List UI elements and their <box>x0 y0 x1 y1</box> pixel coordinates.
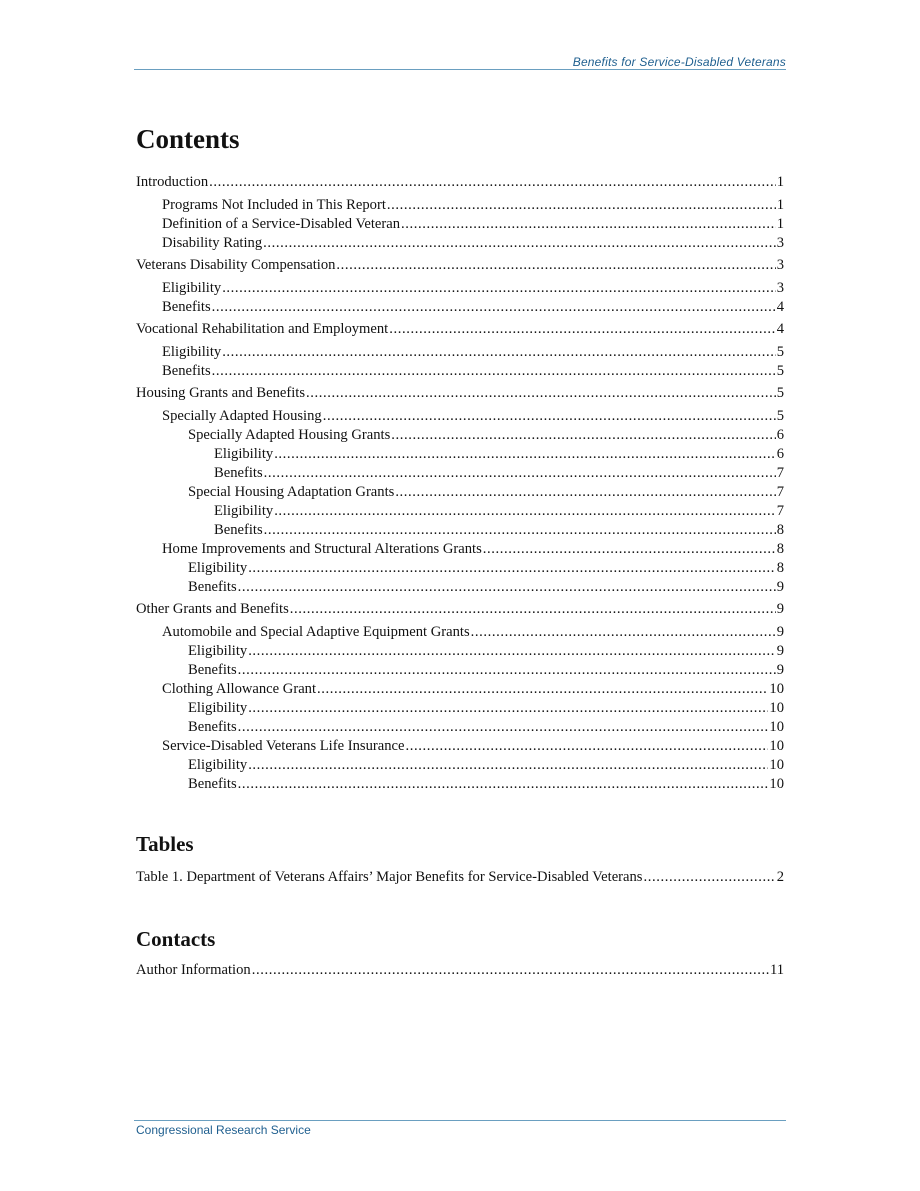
toc-entry[interactable]: Author Information ..... 11 <box>136 961 784 980</box>
toc-entry[interactable]: Benefits ..... 10 <box>136 718 784 737</box>
toc-entry[interactable]: Eligibility ..... 5 <box>136 343 784 362</box>
toc-entry[interactable]: Eligibility ..... 8 <box>136 559 784 578</box>
toc-entry[interactable]: Specially Adapted Housing Grants ..... 6 <box>136 426 784 445</box>
toc-entry[interactable]: Benefits ..... 10 <box>136 775 784 794</box>
toc-entry[interactable]: Other Grants and Benefits ..... 9 <box>136 600 784 619</box>
toc-entry[interactable]: Veterans Disability Compensation ..... 3 <box>136 256 784 275</box>
running-header: Benefits for Service-Disabled Veterans <box>572 55 786 69</box>
toc-entry[interactable]: Vocational Rehabilitation and Employment ..... 4 <box>136 320 784 339</box>
toc-entry[interactable]: Service-Disabled Veterans Life Insurance ..... 10 <box>136 737 784 756</box>
toc-entry[interactable]: Special Housing Adaptation Grants ..... 7 <box>136 483 784 502</box>
toc-entry[interactable]: Programs Not Included in This Report ..... 1 <box>136 196 784 215</box>
toc-entry[interactable]: Benefits ..... 5 <box>136 362 784 381</box>
toc-entry[interactable]: Eligibility ..... 10 <box>136 756 784 775</box>
toc-entry[interactable]: Benefits ..... 8 <box>136 521 784 540</box>
toc-entry[interactable]: Specially Adapted Housing ..... 5 <box>136 407 784 426</box>
toc-entry[interactable]: Benefits ..... 7 <box>136 464 784 483</box>
toc-entry[interactable]: Eligibility ..... 6 <box>136 445 784 464</box>
tables-heading: Tables <box>136 832 194 856</box>
toc-entry[interactable]: Table 1. Department of Veterans Affairs’ Major Benefits for Service-Disabled Veterans ..... 2 <box>136 868 784 887</box>
toc-entry[interactable]: Eligibility ..... 10 <box>136 699 784 718</box>
toc-entry[interactable]: Automobile and Special Adaptive Equipment Grants ..... 9 <box>136 623 784 642</box>
contents-heading: Contents <box>136 124 240 154</box>
footer-rule <box>134 1120 786 1121</box>
toc-entry[interactable]: Home Improvements and Structural Alterations Grants ..... 8 <box>136 540 784 559</box>
toc-entry[interactable]: Definition of a Service-Disabled Veteran ..... 1 <box>136 215 784 234</box>
running-footer: Congressional Research Service <box>136 1123 311 1137</box>
toc-entry[interactable]: Benefits ..... 4 <box>136 298 784 317</box>
contacts-list <box>136 961 784 980</box>
toc-entry[interactable]: Eligibility ..... 3 <box>136 279 784 298</box>
toc-entry[interactable]: Benefits ..... 9 <box>136 578 784 597</box>
toc-entry[interactable]: Disability Rating ..... 3 <box>136 234 784 253</box>
toc-entry[interactable]: Eligibility ..... 9 <box>136 642 784 661</box>
contents-toc <box>136 173 784 794</box>
toc-entry[interactable]: Eligibility ..... 7 <box>136 502 784 521</box>
toc-entry[interactable]: Clothing Allowance Grant ..... 10 <box>136 680 784 699</box>
toc-entry[interactable]: Housing Grants and Benefits ..... 5 <box>136 384 784 403</box>
toc-entry[interactable]: Benefits ..... 9 <box>136 661 784 680</box>
contacts-heading: Contacts <box>136 927 216 951</box>
tables-list <box>136 868 784 887</box>
toc-entry[interactable]: Introduction ..... 1 <box>136 173 784 192</box>
header-rule <box>134 69 786 70</box>
